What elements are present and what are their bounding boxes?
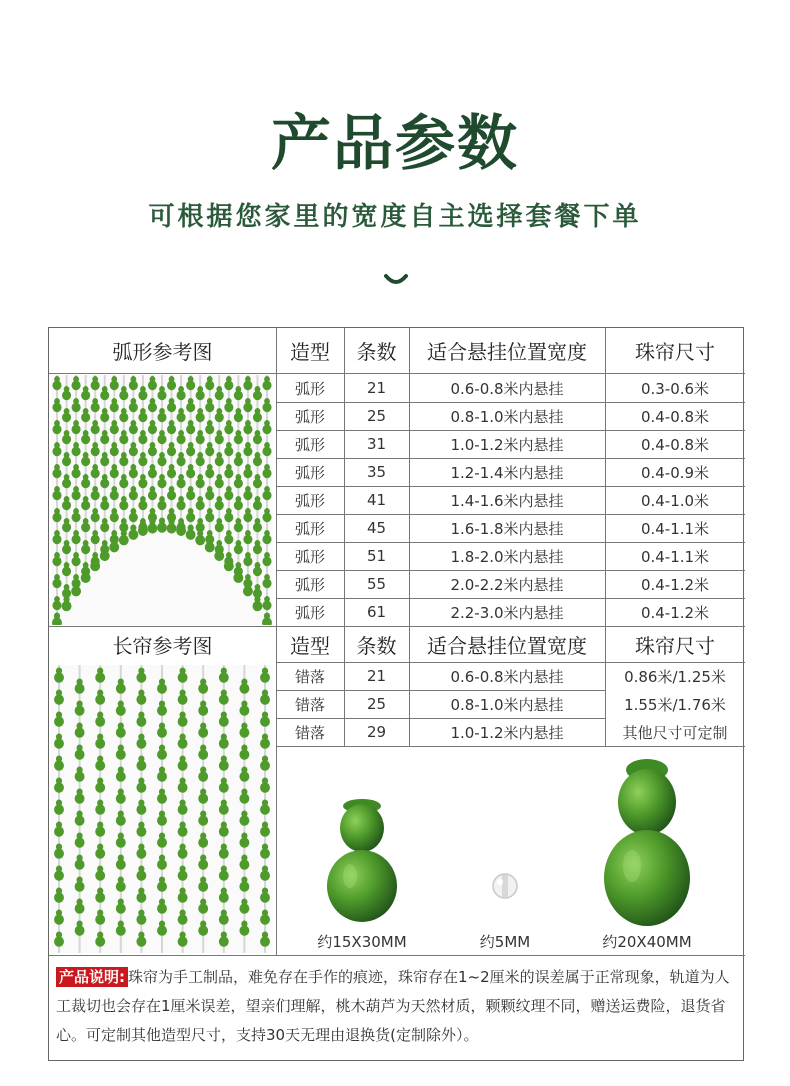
arc-cell-count: 35: [366, 463, 387, 481]
page-title: 产品参数: [271, 109, 519, 179]
long-cell-count: 21: [366, 667, 387, 685]
arc-cell-count: 31: [366, 435, 387, 453]
arc-cell-width: 1.6-1.8米内悬挂: [450, 519, 564, 538]
page-subtitle: 可根据您家里的宽度自主选择套餐下单: [148, 202, 642, 232]
clear-spacer-bead-icon: [489, 870, 521, 902]
parameter-table: [48, 327, 744, 1061]
arc-cell-count: 21: [366, 379, 387, 397]
long-header-shape: 造型: [290, 633, 330, 658]
long-reference-label: 长帘参考图: [112, 633, 213, 658]
long-header-size: 珠帘尺寸: [635, 633, 715, 658]
arc-cell-size: 0.4-0.8米: [640, 435, 710, 454]
arc-cell-width: 2.0-2.2米内悬挂: [450, 575, 564, 594]
long-cell-width: 0.8-1.0米内悬挂: [450, 695, 564, 714]
arc-cell-shape: 弧形: [294, 491, 325, 510]
long-curtain-reference-image: [51, 665, 273, 953]
long-cell-shape: 错落: [294, 695, 325, 714]
arc-cell-size: 0.4-1.1米: [640, 547, 710, 566]
arc-header-shape: 造型: [290, 340, 330, 364]
arc-cell-count: 61: [366, 603, 387, 621]
product-note-tag: 产品说明:: [56, 967, 128, 987]
arc-cell-count: 51: [366, 547, 387, 565]
long-header-count: 条数: [356, 633, 397, 658]
arc-reference-label: 弧形参考图: [112, 340, 213, 364]
product-note: [56, 963, 738, 1050]
long-header-width: 适合悬挂位置宽度: [427, 633, 587, 658]
bead-label-small: 约15X30MM: [317, 933, 407, 951]
long-size-1: 0.86米/1.25米: [624, 667, 726, 686]
arc-cell-shape: 弧形: [294, 519, 325, 538]
arc-cell-width: 1.8-2.0米内悬挂: [450, 547, 564, 566]
arc-cell-size: 0.4-0.8米: [640, 407, 710, 426]
arc-header-size: 珠帘尺寸: [635, 340, 715, 364]
arc-cell-width: 1.4-1.6米内悬挂: [450, 491, 564, 510]
arc-cell-shape: 弧形: [294, 463, 325, 482]
arc-cell-count: 41: [366, 491, 387, 509]
arc-cell-width: 2.2-3.0米内悬挂: [450, 603, 564, 622]
arc-curtain-reference-image: [51, 375, 273, 625]
arc-cell-count: 45: [366, 519, 387, 537]
long-cell-count: 25: [366, 695, 387, 713]
arc-cell-shape: 弧形: [294, 379, 325, 398]
long-size-2: 1.55米/1.76米: [624, 695, 726, 714]
large-gourd-bead-icon: [597, 756, 697, 932]
chevron-down-icon: [383, 272, 409, 288]
long-cell-width: 1.0-1.2米内悬挂: [450, 723, 564, 742]
arc-cell-width: 0.6-0.8米内悬挂: [450, 379, 564, 398]
arc-cell-count: 55: [366, 575, 387, 593]
arc-cell-shape: 弧形: [294, 603, 325, 622]
arc-cell-width: 1.0-1.2米内悬挂: [450, 435, 564, 454]
bead-label-large: 约20X40MM: [602, 933, 692, 951]
arc-header-width: 适合悬挂位置宽度: [427, 340, 587, 364]
small-gourd-bead-icon: [317, 796, 407, 926]
long-cell-shape: 错落: [294, 667, 325, 686]
long-cell-shape: 错落: [294, 723, 325, 742]
arc-cell-size: 0.4-1.2米: [640, 575, 710, 594]
bead-label-spacer: 约5MM: [479, 933, 531, 951]
long-cell-width: 0.6-0.8米内悬挂: [450, 667, 564, 686]
arc-cell-shape: 弧形: [294, 435, 325, 454]
arc-cell-size: 0.4-1.0米: [640, 491, 710, 510]
arc-cell-width: 0.8-1.0米内悬挂: [450, 407, 564, 426]
arc-header-count: 条数: [356, 340, 397, 364]
long-size-3: 其他尺寸可定制: [622, 723, 728, 742]
arc-cell-shape: 弧形: [294, 547, 325, 566]
long-cell-count: 29: [366, 723, 387, 741]
arc-cell-width: 1.2-1.4米内悬挂: [450, 463, 564, 482]
arc-cell-size: 0.4-1.2米: [640, 603, 710, 622]
arc-cell-size: 0.4-0.9米: [640, 463, 710, 482]
arc-cell-size: 0.3-0.6米: [640, 379, 710, 398]
arc-cell-shape: 弧形: [294, 407, 325, 426]
product-note-text: 珠帘为手工制品，难免存在手作的痕迹，珠帘存在1~2厘米的误差属于正常现象，轨道为人工裁切也会存在1厘米误差，望亲们理解，桃木葫芦为天然材质，颗颗纹理不同，赠送运费险，退货省心。可定制其他造型尺寸，支持30天无理由退换货(定制除外）。: [56, 968, 730, 1044]
arc-cell-size: 0.4-1.1米: [640, 519, 710, 538]
arc-cell-shape: 弧形: [294, 575, 325, 594]
arc-cell-count: 25: [366, 407, 387, 425]
